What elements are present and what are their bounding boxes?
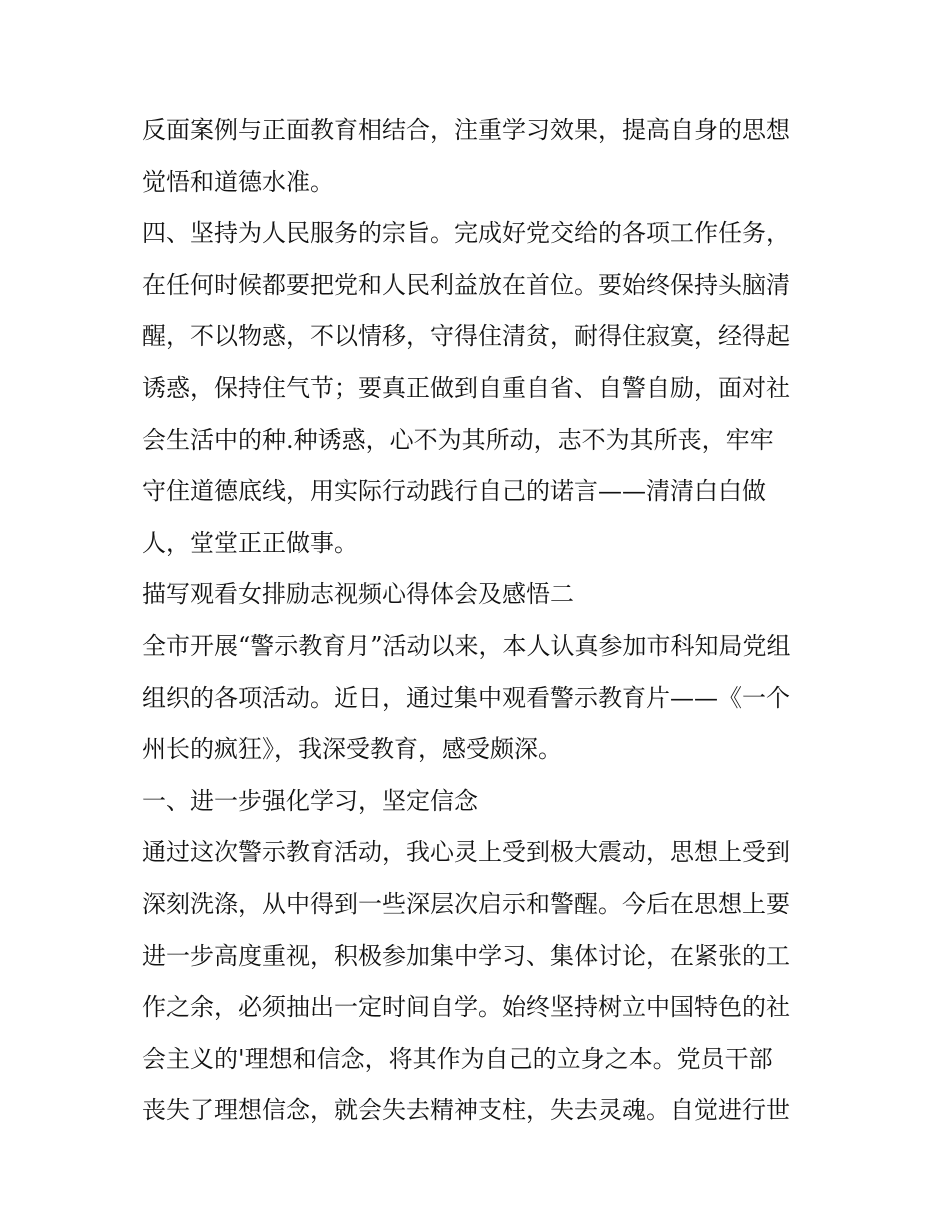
text-line: 进一步高度重视，积极参加集中学习、集体讨论，在紧张的工 bbox=[142, 941, 790, 970]
text-line: 会主义的'理想和信念，将其作为自己的立身之本。党员干部 bbox=[142, 1044, 773, 1073]
text-line: 在任何时候都要把党和人民利益放在首位。要始终保持头脑清 bbox=[142, 270, 790, 299]
section-title: 描写观看女排励志视频心得体会及感悟二 bbox=[142, 580, 574, 609]
text-line: 会生活中的种.种诱惑，心不为其所动，志不为其所丧，牢牢 bbox=[142, 425, 774, 454]
text-line: 守住道德底线，用实际行动践行自己的诺言——清清白白做 bbox=[142, 477, 766, 506]
text-line: 诱惑，保持住气节；要真正做到自重自省、自警自励，面对社 bbox=[142, 373, 790, 402]
text-line: 觉悟和道德水准。 bbox=[142, 167, 334, 196]
section-heading: 一、进一步强化学习，坚定信念 bbox=[142, 786, 478, 815]
text-line: 反面案例与正面教育相结合，注重学习效果，提高自身的思想 bbox=[142, 116, 790, 144]
document-body bbox=[142, 105, 822, 1137]
text-line: 醒，不以物惑，不以情移，守得住清贫，耐得住寂寞，经得起 bbox=[142, 322, 790, 351]
text-line: 四、坚持为人民服务的宗旨。完成好党交给的各项工作任务， bbox=[142, 219, 790, 248]
text-line: 丧失了理想信念，就会失去精神支柱，失去灵魂。自觉进行世 bbox=[142, 1096, 790, 1125]
text-line: 人，堂堂正正做事。 bbox=[142, 528, 358, 557]
text-line: 组织的各项活动。近日，通过集中观看警示教育片——《一个 bbox=[142, 683, 790, 712]
text-line: 通过这次警示教育活动，我心灵上受到极大震动，思想上受到 bbox=[142, 838, 790, 867]
text-line: 作之余，必须抽出一定时间自学。始终坚持树立中国特色的社 bbox=[142, 993, 790, 1022]
text-line: 深刻洗涤，从中得到一些深层次启示和警醒。今后在思想上要 bbox=[142, 889, 790, 918]
text-line: 州长的疯狂》，我深受教育，感受颇深。 bbox=[142, 735, 562, 764]
text-line: 全市开展“警示教育月”活动以来，本人认真参加市科知局党组 bbox=[142, 631, 791, 660]
